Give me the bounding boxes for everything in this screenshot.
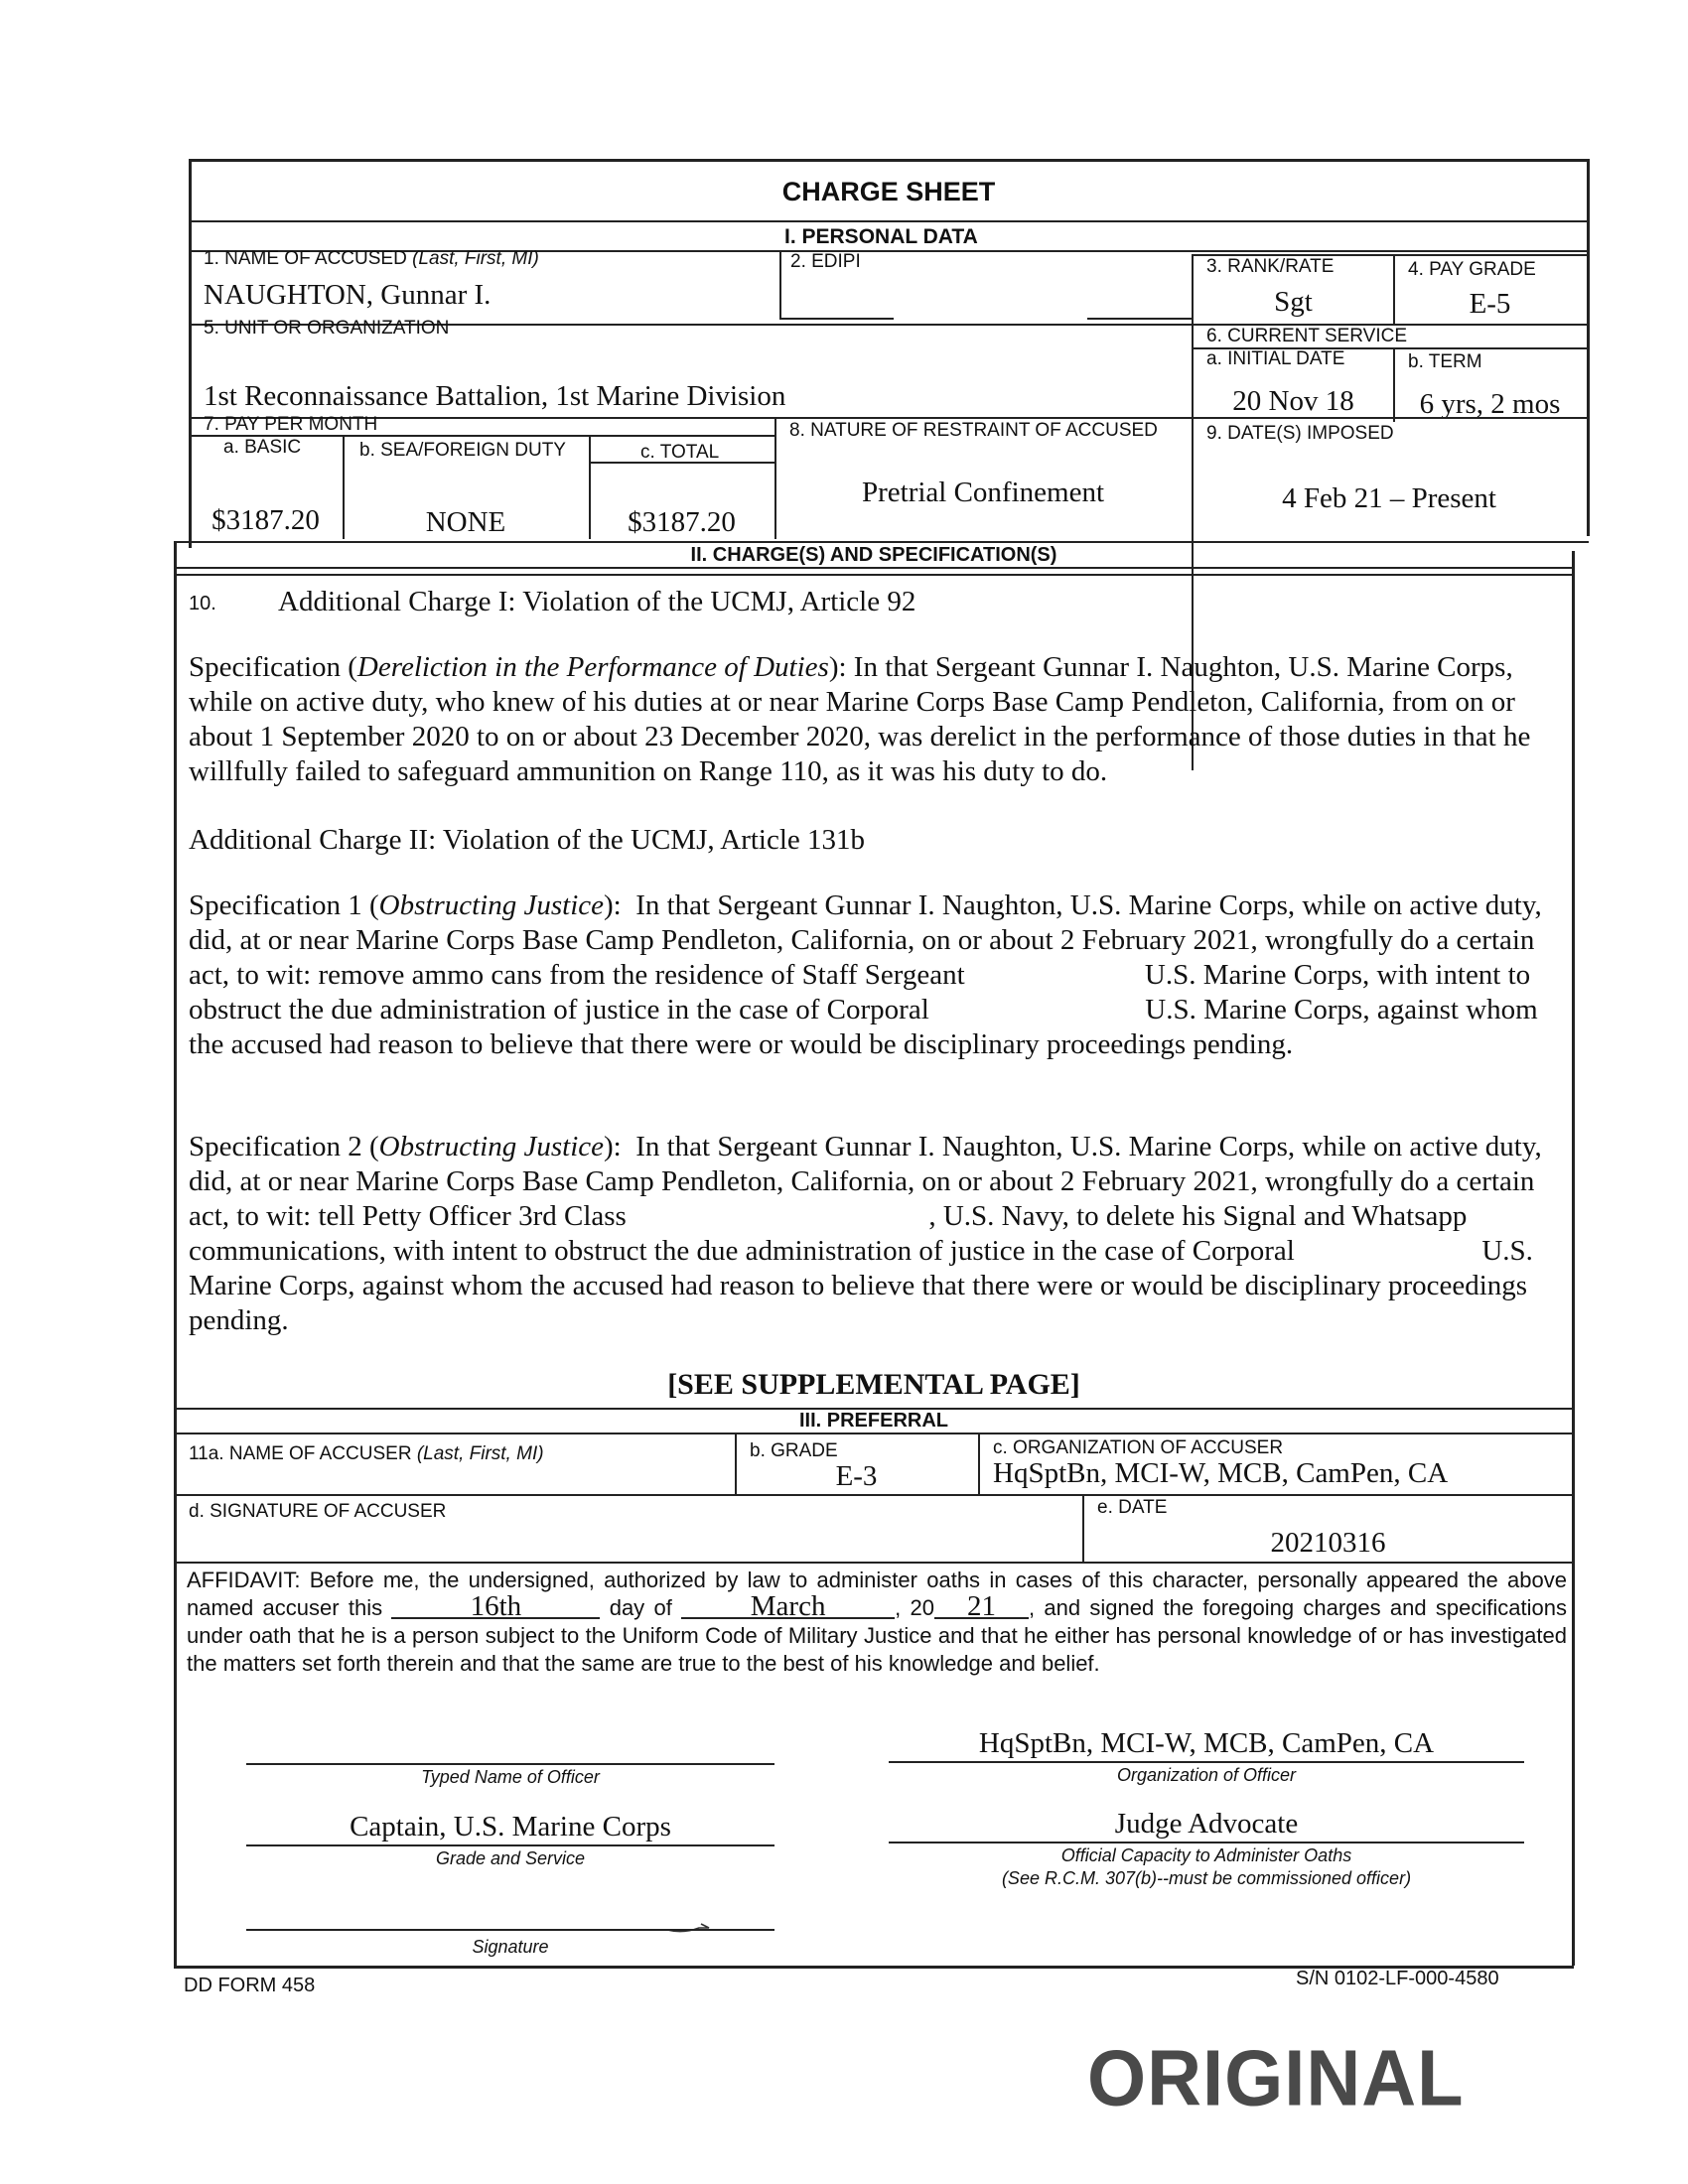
capacity-caption-2: (See R.C.M. 307(b)--must be commissioned officer) — [1001, 1868, 1412, 1888]
supplemental-page-note: [SEE SUPPLEMENTAL PAGE] — [667, 1368, 1080, 1401]
form-number: DD FORM 458 — [184, 1975, 316, 1996]
section2-frame-left — [174, 541, 177, 1966]
rank-value: Sgt — [1274, 286, 1313, 318]
typed-name-line — [246, 1763, 774, 1765]
section2-frame-right — [1572, 551, 1575, 1966]
restraint-label: 8. NATURE OF RESTRAINT OF ACCUSED — [789, 420, 1158, 441]
signature-caption: Signature — [472, 1937, 549, 1957]
section1-heading: I. PERSONAL DATA — [784, 225, 978, 248]
original-stamp: ORIGINAL — [1087, 2033, 1465, 2123]
section3-row1-rule — [174, 1494, 1574, 1496]
name-label-text: 1. NAME OF ACCUSED — [204, 248, 413, 269]
sea-duty-value: NONE — [425, 506, 506, 538]
section3-subrule — [174, 1433, 1574, 1434]
spec2-title: Obstructing Justice — [378, 889, 604, 921]
row2-bottom-rule — [189, 417, 1589, 419]
officer-grade-service: Captain, U.S. Marine Corps — [350, 1811, 671, 1843]
section2-rule-b — [174, 574, 1574, 576]
name-label — [204, 249, 539, 268]
accuser-name-label — [189, 1444, 544, 1463]
accuser-grade-label: b. GRADE — [750, 1440, 838, 1461]
signature-flourish — [665, 1918, 715, 1938]
initial-date-label: a. INITIAL DATE — [1206, 348, 1345, 369]
spec1-body: ): In that Sergeant Gunnar I. Naughton, U.S. Marine Corps, while on active duty, who knew of his duties at or near Marine Corps Base Camp Pendleton, California, from on or about 1 September 2020 to on or about 23 December 2020, was derelict in the performance of those duties in that he willfully failed to safeguard ammunition on Range 110, as it was his duty to do. — [189, 651, 1531, 787]
additional-charge-1: Additional Charge I: Violation of the UCMJ, Article 92 — [278, 586, 916, 617]
organization-caption: Organization of Officer — [1116, 1765, 1297, 1785]
total-label: c. TOTAL — [640, 442, 720, 463]
specification-2-obstructing — [189, 1130, 1549, 1338]
spec1-prefix: Specification ( — [189, 651, 357, 683]
capacity-caption-1: Official Capacity to Administer Oaths — [1060, 1845, 1352, 1865]
edipi-divider — [779, 250, 781, 320]
accuser-grade-value: E-3 — [835, 1460, 878, 1492]
frame-right — [1587, 159, 1590, 536]
restraint-value: Pretrial Confinement — [861, 477, 1105, 508]
affidavit-year: 21 — [934, 1595, 1029, 1619]
spec3-prefix: Specification 2 ( — [189, 1131, 379, 1162]
preferral-date-label: e. DATE — [1097, 1497, 1168, 1518]
officer-capacity: Judge Advocate — [1114, 1808, 1299, 1840]
frame-top — [189, 159, 1589, 162]
accuser-label-hint: (Last, First, MI) — [416, 1443, 544, 1464]
spec1-title: Dereliction in the Performance of Duties — [356, 651, 829, 683]
frame-left — [189, 159, 192, 548]
accuser-signature-label: d. SIGNATURE OF ACCUSER — [189, 1501, 447, 1522]
organization-line — [889, 1761, 1524, 1763]
officer-organization: HqSptBn, MCI-W, MCB, CamPen, CA — [978, 1727, 1435, 1759]
section2-heading: II. CHARGE(S) AND SPECIFICATION(S) — [690, 544, 1057, 566]
grade-service-caption: Grade and Service — [435, 1848, 586, 1868]
unit-value: 1st Reconnaissance Battalion, 1st Marine Division — [204, 380, 786, 412]
basic-label: a. BASIC — [223, 437, 302, 458]
section3-row2-rule — [174, 1562, 1574, 1564]
additional-charge-2: Additional Charge II: Violation of the UCMJ, Article 131b — [189, 824, 866, 856]
edipi-underline-1 — [779, 318, 894, 320]
edipi-underline-2 — [1087, 318, 1192, 320]
accuser-label-text: 11a. NAME OF ACCUSER — [189, 1443, 417, 1464]
initial-date-value: 20 Nov 18 — [1232, 385, 1354, 417]
preferral-date-value: 20210316 — [1270, 1527, 1386, 1559]
unit-label: 5. UNIT OR ORGANIZATION — [204, 318, 450, 339]
spec2-body: ): In that Sergeant Gunnar I. Naughton, U.S. Marine Corps, while on active duty, did, at or near Marine Corps Base Camp Pendleton, California, on or about 2 February 2021, wrongfully do a certain act, to wit: remove ammo cans from the residence of Staff Sergeant U.S. Marine Corps, with intent to obstruct the due administration of justice in the case of Corporal U.S. Marine Corps, against whom the accused had reason to believe that there were or would be disciplinary proceedings pending. — [189, 889, 1549, 1060]
affidavit-part-2: day of — [609, 1595, 672, 1620]
accuser-org-label: c. ORGANIZATION OF ACCUSER — [993, 1437, 1284, 1458]
basic-pay-value: $3187.20 — [211, 504, 320, 536]
org-divider — [978, 1433, 980, 1494]
typed-name-caption: Typed Name of Officer — [421, 1767, 600, 1787]
spec3-title: Obstructing Justice — [378, 1131, 604, 1162]
sea-duty-label: b. SEA/FOREIGN DUTY — [359, 440, 566, 461]
paygrade-label: 4. PAY GRADE — [1408, 259, 1536, 280]
accused-name: NAUGHTON, Gunnar I. — [204, 279, 492, 311]
affidavit-text — [187, 1567, 1567, 1678]
signature-line — [246, 1929, 774, 1931]
specification-1-obstructing — [189, 888, 1549, 1062]
section1-bottom-rule — [174, 541, 1589, 543]
spec3-body: ): In that Sergeant Gunnar I. Naughton, U.S. Marine Corps, while on active duty, did, at or near Marine Corps Base Camp Pendleton, California, on or about 2 February 2021, wrongfully do a certain act, to wit: tell Petty Officer 3rd Class , U.S. Navy, to delete his Signal and Whatsapp communications, with intent to obstruct the due administration of justice in the case of Corporal U.S. Marine Corps, against whom the accused had reason to believe that there were or would be disciplinary proceedings pending. — [189, 1131, 1549, 1336]
total-pay-value: $3187.20 — [628, 506, 736, 538]
title-rule — [189, 220, 1589, 222]
form-title: CHARGE SHEET — [781, 177, 996, 206]
total-label-rule — [589, 462, 774, 464]
name-label-hint: (Last, First, MI) — [412, 248, 539, 269]
grade-service-line — [246, 1844, 774, 1846]
pay-label: 7. PAY PER MONTH — [204, 414, 378, 435]
specification-dereliction — [189, 650, 1549, 789]
affidavit-day: 16th — [391, 1595, 600, 1619]
affidavit-part-4: , and signed the foregoing charges and specifications under oath that he is a person subject to the Uniform Code of Military Justice and that he either has personal knowledge of or has investigated the matters set forth therein and that the same are true to the best of his knowledge and belief. — [187, 1595, 1567, 1676]
dates-imposed-label: 9. DATE(S) IMPOSED — [1206, 423, 1394, 444]
section2-rule-a — [174, 567, 1574, 569]
term-label: b. TERM — [1408, 351, 1482, 372]
paygrade-value: E-5 — [1469, 288, 1511, 320]
dates-imposed-value: 4 Feb 21 – Present — [1282, 482, 1496, 514]
term-value: 6 yrs, 2 mos — [1419, 388, 1561, 420]
capacity-line — [889, 1842, 1524, 1843]
affidavit-part-1: AFFIDAVIT: Before me, the undersigned, authorized by law to administer oaths in cases of this character, personally appeared the above named accuser this — [187, 1568, 1567, 1620]
section3-heading: III. PREFERRAL — [798, 1410, 948, 1432]
affidavit-part-3: , 20 — [895, 1595, 934, 1620]
serial-number: S/N 0102-LF-000-4580 — [1296, 1968, 1499, 1989]
edipi-label: 2. EDIPI — [790, 251, 861, 272]
current-service-label: 6. CURRENT SERVICE — [1206, 326, 1408, 346]
affidavit-month: March — [681, 1595, 895, 1619]
spec2-prefix: Specification 1 ( — [189, 889, 379, 921]
accuser-org-value: HqSptBn, MCI-W, MCB, CamPen, CA — [993, 1457, 1449, 1489]
rank-label: 3. RANK/RATE — [1206, 256, 1335, 277]
charges-item-number: 10. — [189, 593, 216, 614]
